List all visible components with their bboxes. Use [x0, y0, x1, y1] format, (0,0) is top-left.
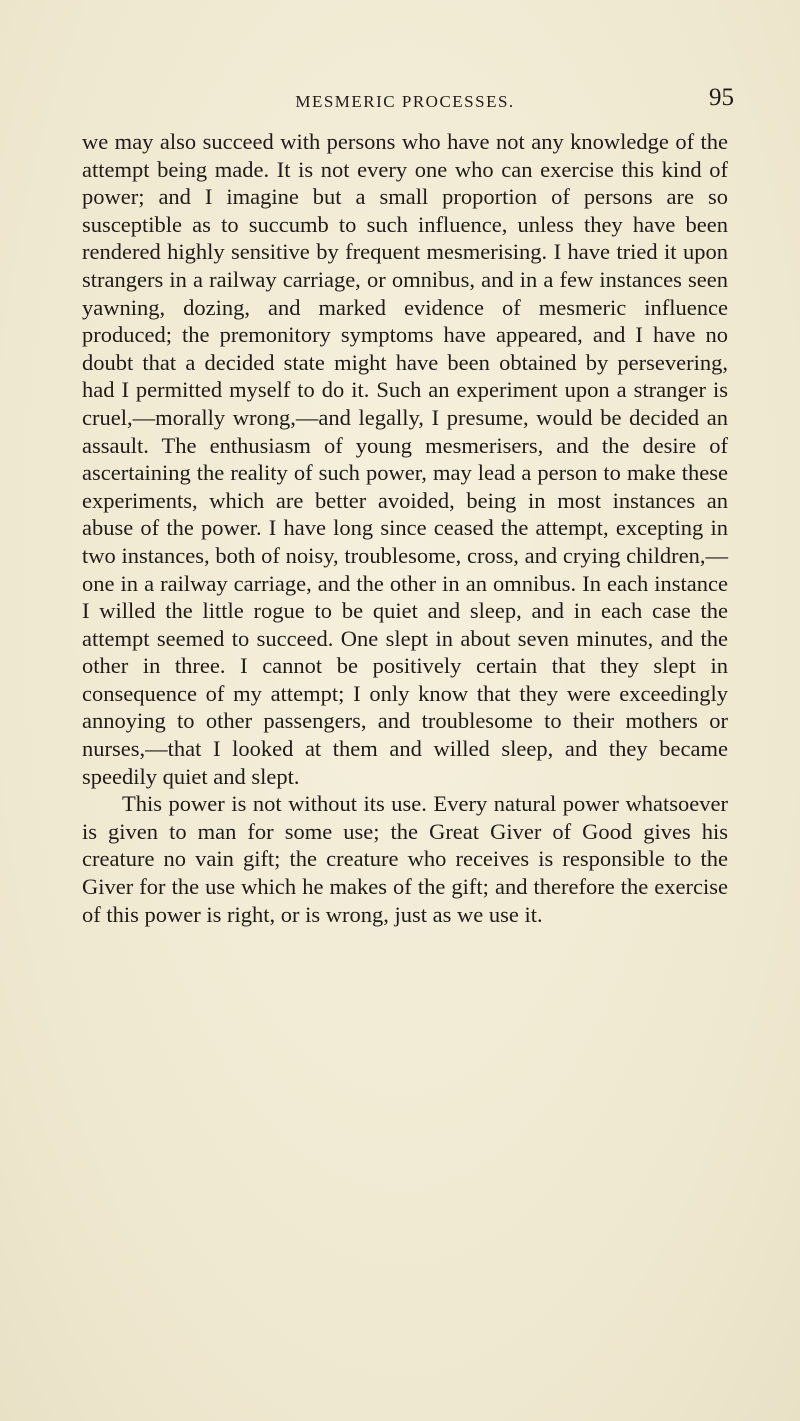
running-title: MESMERIC PROCESSES.: [295, 92, 515, 111]
running-head: [82, 84, 734, 117]
page-number: 95: [709, 84, 734, 111]
paragraph-power-use: This power is not without its use. Every natural power whatsoever is given to man for some use; the Great Giver of Good gives his creature no vain gift; the creature who receives is responsible to the Giver for the use which he makes of the gift; and therefore the exercise of this power is right, or is wrong, just as we use it.: [82, 791, 728, 927]
body-text: [82, 128, 728, 928]
paragraph-continuation: we may also succeed with persons who have not any knowledge of the attempt being made. It is not every one who can exercise this kind of power; and I imagine but a small proportion of persons are so susceptible as to succumb to such influence, unless they have been rendered highly sensitive by frequent mesmerising. I have tried it upon strangers in a railway carriage, or omnibus, and in a few instances seen yawning, dozing, and marked evidence of mesmeric influence produced; the premonitory symptoms have appeared, and I have no doubt that a decided state might have been obtained by persevering, had I permitted myself to do it. Such an experiment upon a stranger is cruel,—morally wrong,—and legally, I presume, would be decided an assault. The enthusiasm of young mesmerisers, and the desire of ascertaining the reality of such power, may lead a person to make these experiments, which are better avoided, being in most instances an abuse of the power. I have long since ceased the attempt, excepting in two instances, both of noisy, troublesome, cross, and crying children,—one in a railway carriage, and the other in an omnibus. In each instance I willed the little rogue to be quiet and sleep, and in each case the attempt seemed to succeed. One slept in about seven minutes, and the other in three. I cannot be positively certain that they slept in consequence of my attempt; I only know that they were exceedingly annoying to other passengers, and troublesome to their mothers or nurses,—that I looked at them and willed sleep, and they became speedily quiet and slept.: [82, 129, 728, 789]
